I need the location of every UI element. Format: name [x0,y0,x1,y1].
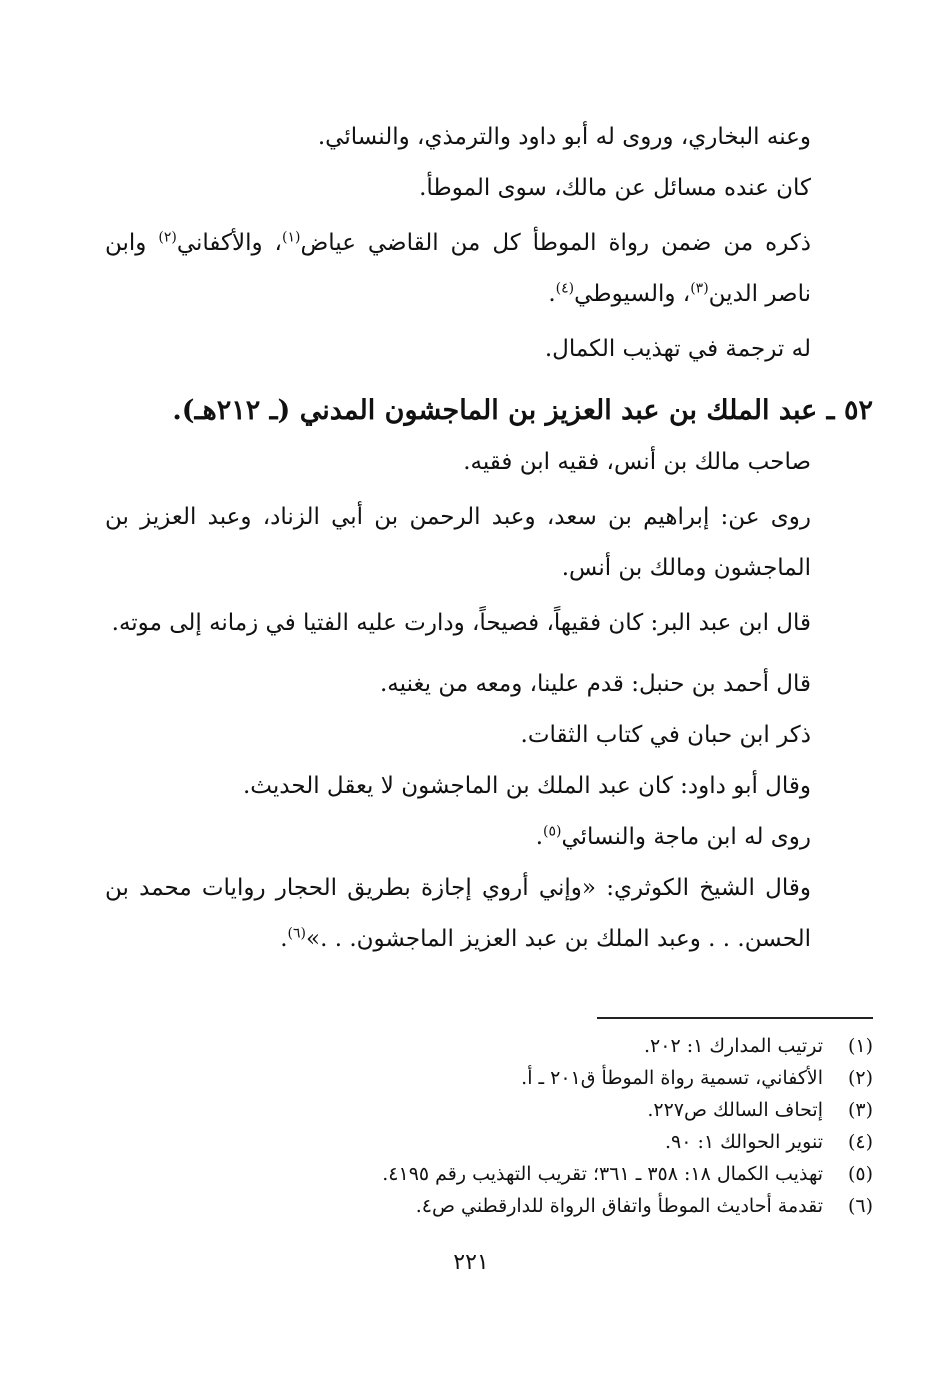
footnote-number: (١) [847,1035,873,1057]
paragraph-text: روى عن: إبراهيم بن سعد، وعبد الرحمن بن أبي الزناد، وعبد العزيز بن الماجشون ومالك بن أنس. [105,504,811,581]
footnote [105,1158,873,1190]
footnote-separator [597,1017,873,1019]
paragraph [105,863,873,965]
page-number: ٢٢١ [453,1250,489,1275]
footnote [105,1062,873,1094]
footnote-number: (٢) [847,1067,873,1089]
paragraph-text: ، والأكفاني [176,230,282,256]
footnote [105,1094,873,1126]
footnote-ref[interactable]: (٤) [555,280,575,297]
paragraph [105,492,873,594]
paragraph [105,761,873,812]
paragraph-text: وابن ناصر الدين [105,230,811,307]
footnote-ref[interactable]: (٥) [543,823,562,840]
paragraph-text: . [280,926,288,952]
footnote-text: تنوير الحوالك ١: ٩٠. [664,1131,823,1153]
footnote [105,1190,873,1222]
paragraph-text: قال أحمد بن حنبل: قدم علينا، ومعه من يغنيه. [379,671,811,697]
paragraph [105,112,873,163]
paragraph-text: كان عنده مسائل عن مالك، سوى الموطأ. [419,175,811,201]
paragraph-text: . [535,824,543,850]
paragraph [105,710,873,761]
footnote-text: الأكفاني، تسمية رواة الموطأ ق٢٠١ ـ أ. [521,1067,823,1089]
footnote-ref[interactable]: (٢) [158,229,177,246]
heading-text: ٥٢ ـ عبد الملك بن عبد العزيز بن الماجشون المدني (ـ ٢١٢هـ). [172,395,873,426]
paragraph [105,324,873,375]
paragraph-text: قال ابن عبد البر: كان فقيهاً، فصيحاً، ودارت عليه الفتيا في زمانه إلى موته. [111,610,811,636]
footnote-text: إتحاف السالك ص٢٢٧. [647,1099,823,1121]
footnote-ref[interactable]: (٦) [287,925,306,942]
paragraph-text: وقال الشيخ الكوثري: «وإني أروي إجازة بطريق الحجار روايات محمد بن الحسن. . . وعبد الملك بن عبد العزيز الماجشون. . .» [105,875,811,952]
footnote-text: ترتيب المدارك ١: ٢٠٢. [643,1035,823,1057]
footnote-number: (٣) [847,1099,873,1121]
footnote-ref[interactable]: (٣) [690,280,709,297]
paragraph [105,812,873,863]
entry-heading [105,385,873,437]
paragraph-text: صاحب مالك بن أنس، فقيه ابن فقيه. [463,449,811,475]
paragraph-text: ، والسيوطي [574,281,691,307]
footnote [105,1030,873,1062]
footnote-ref[interactable]: (١) [281,229,301,246]
footnotes [105,1030,873,1222]
paragraph-text: . [548,281,556,307]
paragraph-text: وعنه البخاري، وروى له أبو داود والترمذي، والنسائي. [317,124,811,150]
footnote [105,1126,873,1158]
paragraph-text: روى له ابن ماجة والنسائي [561,824,811,850]
paragraph-text: ذكر ابن حبان في كتاب الثقات. [520,722,811,748]
main-text [105,112,873,965]
paragraph [105,218,873,320]
footnote-text: تهذيب الكمال ١٨: ٣٥٨ ـ ٣٦١؛ تقريب التهذيب رقم ٤١٩٥. [382,1163,823,1185]
footnote-number: (٦) [847,1195,873,1217]
footnote-number: (٤) [847,1131,873,1153]
paragraph [105,163,873,214]
paragraph [105,437,873,488]
paragraph [105,598,873,649]
paragraph-text: له ترجمة في تهذيب الكمال. [544,336,811,362]
paragraph [105,659,873,710]
paragraph-text: ذكره من ضمن رواة الموطأ كل من القاضي عياض [300,230,812,256]
footnote-text: تقدمة أحاديث الموطأ واتفاق الرواة للدارقطني ص٤. [415,1195,823,1217]
paragraph-text: وقال أبو داود: كان عبد الملك بن الماجشون لا يعقل الحديث. [242,773,811,799]
footnote-number: (٥) [847,1163,873,1185]
